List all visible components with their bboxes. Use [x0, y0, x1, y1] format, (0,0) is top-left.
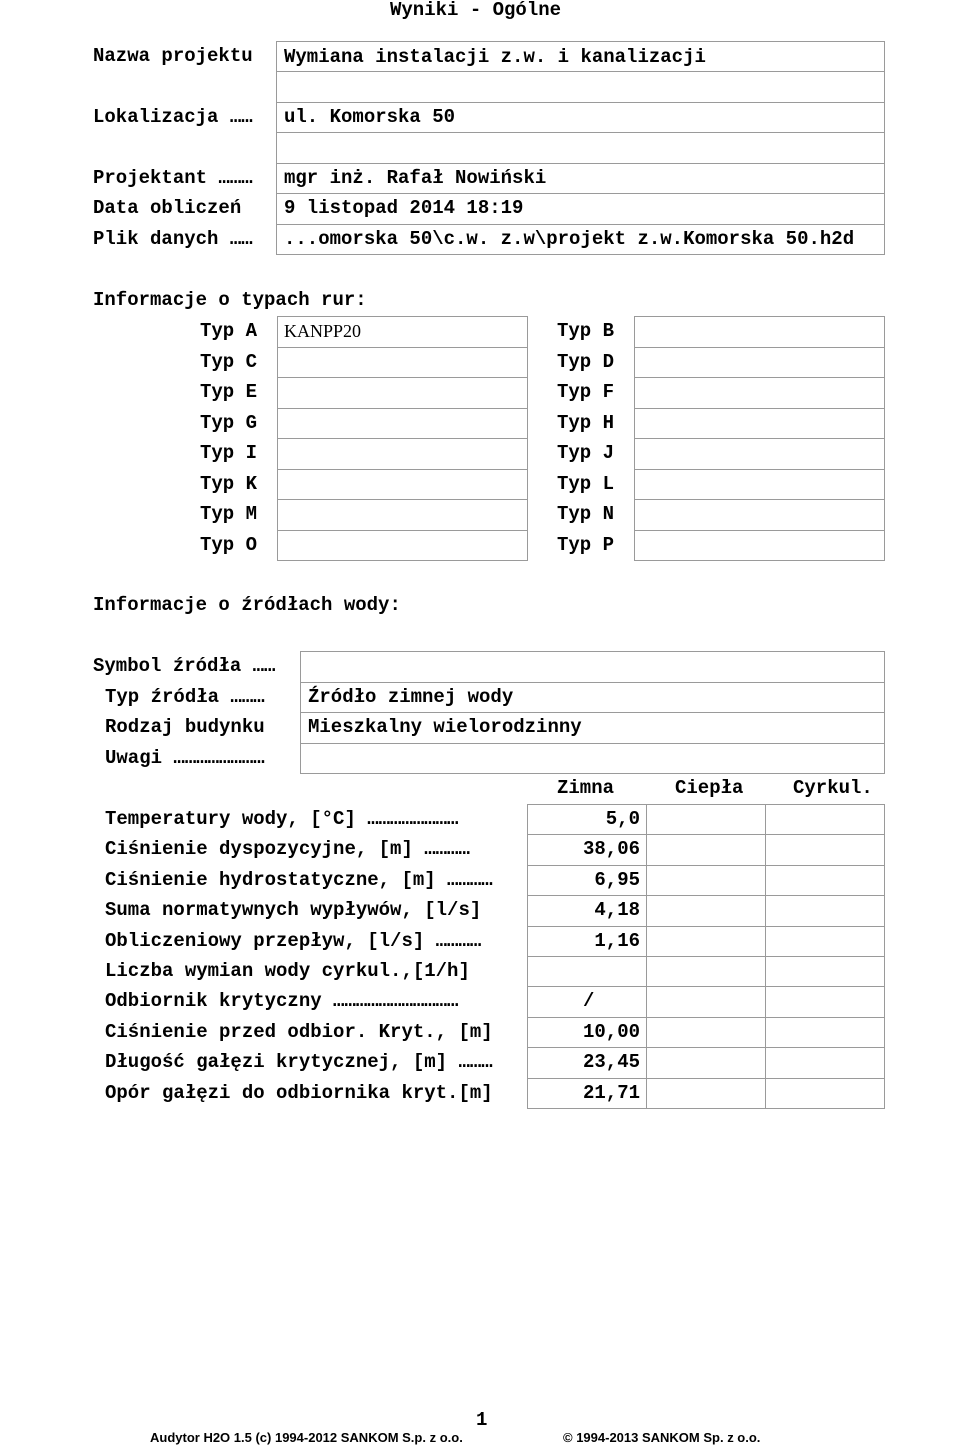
result-value-cold: 4,18: [594, 899, 640, 922]
result-cell-hot: [646, 956, 766, 987]
result-cell-hot: [646, 895, 766, 926]
column-header-cold: Zimna: [557, 777, 615, 799]
page-number: 1: [476, 1409, 488, 1431]
pipe-type-field: [634, 316, 885, 348]
pipe-type-field: [277, 530, 528, 562]
result-cell-circ: [765, 1047, 885, 1078]
pipe-type-value: KANPP20: [284, 321, 362, 341]
pipe-type-label: Typ A: [200, 320, 258, 342]
designer-label: Projektant ………: [93, 167, 253, 189]
file-label: Plik danych ……: [93, 228, 253, 250]
result-value-cold: 23,45: [582, 1051, 640, 1074]
result-row-label: Odbiornik krytyczny ……………………………: [105, 990, 459, 1013]
result-row-label: Suma normatywnych wypływów, [l/s]: [105, 899, 482, 922]
building-type-label: Rodzaj budynku: [105, 716, 265, 738]
source-type-label: Typ źródła ………: [105, 686, 265, 708]
pipe-type-label: Typ F: [557, 381, 615, 403]
result-cell-hot: [646, 1078, 766, 1109]
pipe-type-field: [277, 377, 528, 409]
result-cell-circ: [765, 1078, 885, 1109]
result-cell-circ: [765, 986, 885, 1017]
result-row-label: Długość gałęzi krytycznej, [m] ………: [105, 1051, 493, 1074]
result-cell-circ: [765, 926, 885, 957]
pipe-type-label: Typ J: [557, 442, 615, 464]
pipe-type-field: [277, 499, 528, 531]
pipe-type-field: [277, 469, 528, 501]
designer-value: mgr inż. Rafał Nowiński: [284, 167, 547, 189]
pipe-type-label: Typ G: [200, 411, 258, 434]
result-cell-circ: [765, 834, 885, 865]
result-cell-circ: [765, 895, 885, 926]
result-row-label: Temperatury wody, [°C] ……………………: [105, 808, 459, 830]
result-value-cold: 6,95: [594, 868, 640, 891]
location-value: ul. Komorska 50: [284, 106, 456, 128]
result-row-label: Obliczeniowy przepływ, [l/s] …………: [105, 929, 482, 952]
result-cell-circ: [765, 1017, 885, 1048]
result-row-label: Ciśnienie dyspozycyjne, [m] …………: [105, 838, 470, 861]
source-symbol-field: [300, 651, 885, 683]
source-type-value: Źródło zimnej wody: [308, 686, 514, 708]
pipe-type-field: [634, 469, 885, 501]
column-header-circulation: Cyrkul.: [793, 777, 873, 799]
page-title: Wyniki - Ogólne: [390, 0, 562, 21]
result-cell-hot: [646, 804, 766, 835]
pipe-types-heading: Informacje o typach rur:: [93, 289, 367, 311]
result-value-cold: 5,0: [605, 808, 640, 830]
pipe-type-field: [634, 347, 885, 379]
result-cell-cold: [527, 956, 647, 987]
result-cell-circ: [765, 956, 885, 987]
pipe-type-label: Typ I: [200, 442, 258, 464]
footer-right: © 1994-2013 SANKOM Sp. z o.o.: [563, 1430, 761, 1445]
location-label: Lokalizacja ……: [93, 106, 253, 128]
pipe-type-field: [277, 438, 528, 470]
pipe-type-label: Typ H: [557, 411, 615, 434]
pipe-type-field: [634, 530, 885, 562]
footer-left: Audytor H2O 1.5 (c) 1994-2012 SANKOM S.p. z o.o.: [150, 1430, 463, 1445]
result-value-cold: /: [583, 990, 595, 1013]
result-cell-circ: [765, 804, 885, 835]
source-symbol-label: Symbol źródła ……: [93, 655, 276, 677]
pipe-type-field: [634, 499, 885, 531]
result-cell-hot: [646, 926, 766, 957]
pipe-type-field: [634, 408, 885, 440]
pipe-type-field: [634, 438, 885, 470]
result-cell-hot: [646, 834, 766, 865]
result-value-cold: 21,71: [582, 1081, 640, 1104]
project-name-label: Nazwa projektu: [93, 45, 253, 67]
pipe-type-label: Typ O: [200, 533, 258, 556]
result-cell-hot: [646, 986, 766, 1017]
result-value-cold: 38,06: [582, 838, 640, 861]
pipe-type-field: [634, 377, 885, 409]
blank-field: [276, 71, 885, 103]
sources-heading: Informacje o źródłach wody:: [93, 594, 401, 616]
result-row-label: Ciśnienie hydrostatyczne, [m] …………: [105, 868, 493, 891]
result-cell-hot: [646, 1017, 766, 1048]
pipe-type-label: Typ C: [200, 350, 258, 373]
result-cell-circ: [765, 865, 885, 896]
pipe-type-label: Typ L: [557, 472, 615, 495]
pipe-type-label: Typ P: [557, 533, 615, 556]
pipe-type-label: Typ N: [557, 503, 615, 525]
result-row-label: Liczba wymian wody cyrkul.,[1/h]: [105, 960, 470, 982]
pipe-type-label: Typ E: [200, 381, 258, 403]
blank-field: [276, 132, 885, 164]
pipe-type-label: Typ K: [200, 472, 258, 495]
pipe-type-label: Typ M: [200, 503, 258, 525]
result-cell-hot: [646, 865, 766, 896]
date-value: 9 listopad 2014 18:19: [284, 197, 524, 219]
pipe-type-field: [277, 408, 528, 440]
notes-field: [300, 743, 885, 774]
project-name-value: Wymiana instalacji z.w. i kanalizacji: [284, 46, 706, 68]
result-row-label: Ciśnienie przed odbior. Kryt., [m]: [105, 1020, 493, 1043]
notes-label: Uwagi ……………………: [105, 747, 265, 769]
building-type-value: Mieszkalny wielorodzinny: [308, 716, 582, 738]
pipe-type-label: Typ D: [557, 350, 615, 373]
result-value-cold: 10,00: [582, 1020, 640, 1043]
column-header-hot: Ciepła: [675, 777, 744, 799]
pipe-type-label: Typ B: [557, 320, 615, 342]
result-value-cold: 1,16: [594, 929, 640, 952]
pipe-type-field: [277, 347, 528, 379]
file-value: ...omorska 50\c.w. z.w\projekt z.w.Komorska 50.h2d: [284, 228, 855, 250]
date-label: Data obliczeń: [93, 197, 242, 219]
result-cell-hot: [646, 1047, 766, 1078]
result-row-label: Opór gałęzi do odbiornika kryt.[m]: [105, 1081, 493, 1104]
